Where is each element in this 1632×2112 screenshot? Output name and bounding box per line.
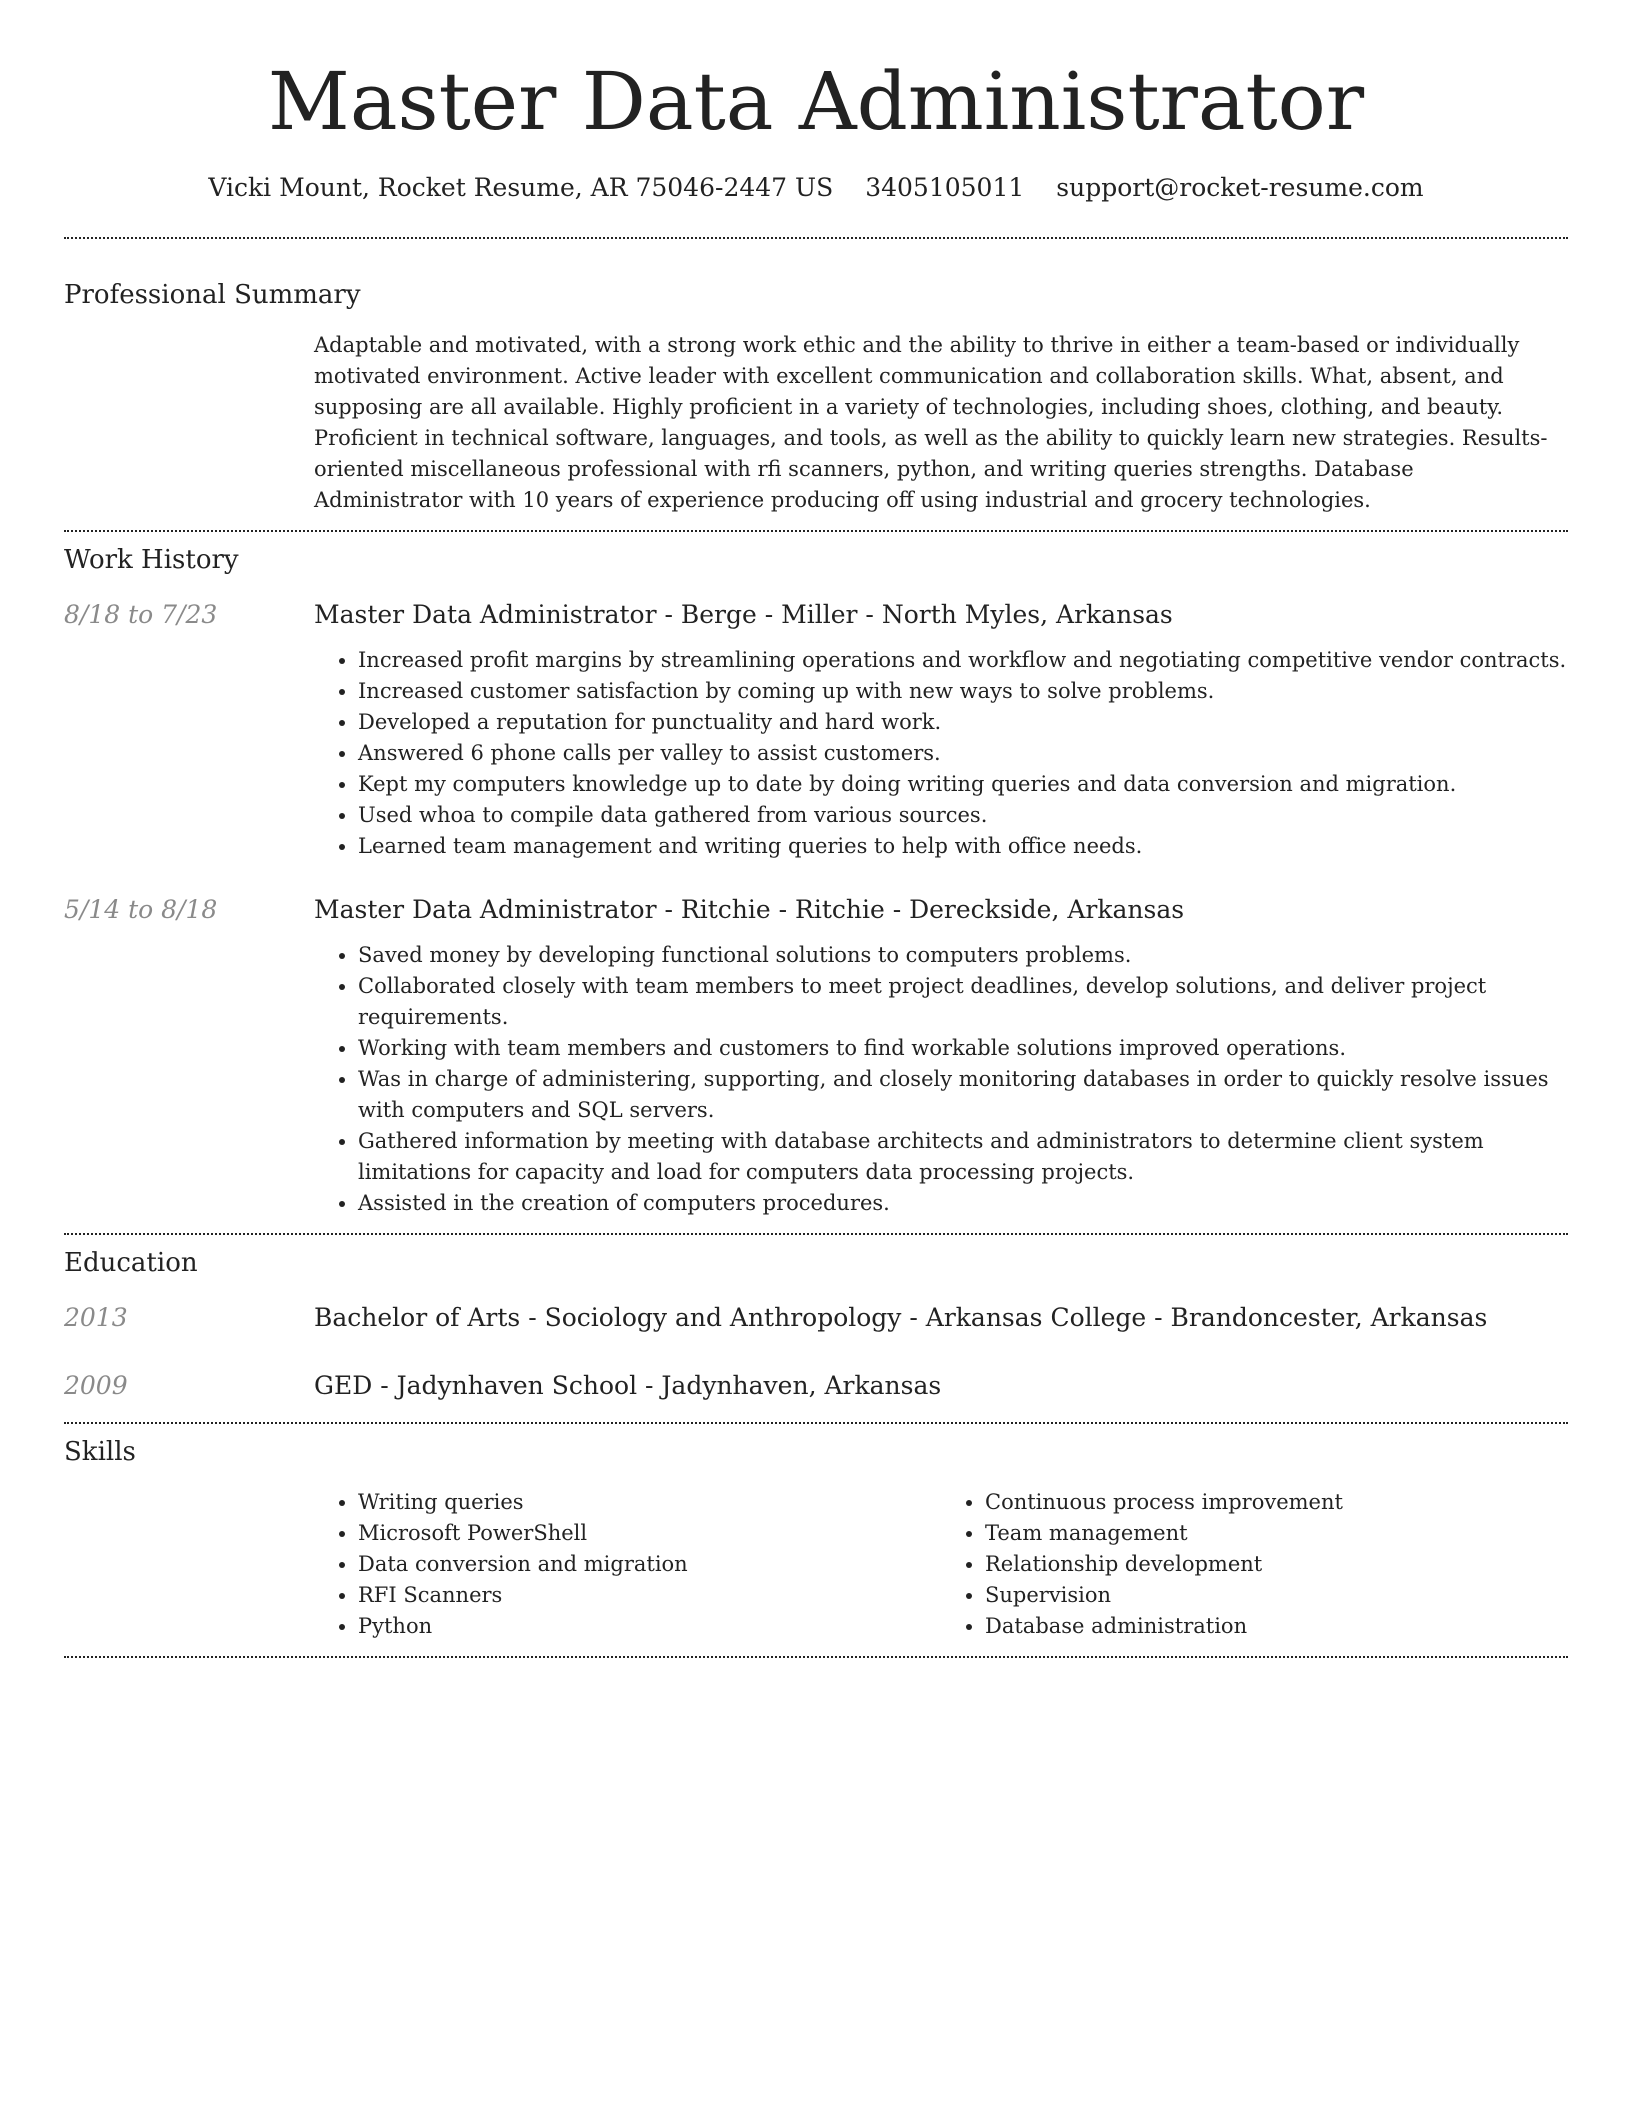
- list-item: • Relationship development: [985, 1549, 1568, 1580]
- job-title: Master Data Administrator - Ritchie - Ritchie - Dereckside, Arkansas: [314, 895, 1185, 924]
- section-title-summary: Professional Summary: [64, 280, 361, 310]
- job-bullets: [314, 645, 1568, 862]
- list-item: • Writing queries: [358, 1487, 941, 1518]
- contact-address: Vicki Mount, Rocket Resume, AR 75046-2447 US: [208, 173, 834, 202]
- list-item: • Team management: [985, 1518, 1568, 1549]
- contact-email: support@rocket-resume.com: [1056, 173, 1424, 202]
- skills-list-right: [941, 1487, 1568, 1642]
- divider: [64, 237, 1568, 239]
- education-year: 2009: [64, 1371, 128, 1400]
- education-text: GED - Jadynhaven School - Jadynhaven, Arkansas: [314, 1371, 942, 1400]
- list-item: • Data conversion and migration: [358, 1549, 941, 1580]
- list-item: • RFI Scanners: [358, 1580, 941, 1611]
- skills-grid: [314, 1487, 1568, 1642]
- list-item: • Assisted in the creation of computers procedures.: [358, 1188, 1568, 1219]
- education-year: 2013: [64, 1303, 128, 1332]
- job-dates: 5/14 to 8/18: [64, 895, 218, 924]
- contact-line: [64, 172, 1568, 204]
- list-item: • Saved money by developing functional solutions to computers problems.: [358, 940, 1568, 971]
- list-item: • Was in charge of administering, supporting, and closely monitoring databases in order to quickly resolve issues with computers and SQL servers.: [358, 1064, 1568, 1126]
- list-item: • Learned team management and writing queries to help with office needs.: [358, 831, 1568, 862]
- contact-phone: 3405105011: [865, 173, 1025, 202]
- divider: [64, 1233, 1568, 1235]
- list-item: • Database administration: [985, 1611, 1568, 1642]
- job-title: Master Data Administrator - Berge - Miller - North Myles, Arkansas: [314, 600, 1173, 629]
- list-item: • Developed a reputation for punctuality and hard work.: [358, 707, 1568, 738]
- education-text: Bachelor of Arts - Sociology and Anthropology - Arkansas College - Brandoncester, Arkansas: [314, 1303, 1488, 1332]
- list-item: • Kept my computers knowledge up to date by doing writing queries and data conversion and migration.: [358, 769, 1568, 800]
- divider: [64, 1656, 1568, 1658]
- job-bullets: [314, 940, 1568, 1219]
- list-item: • Gathered information by meeting with database architects and administrators to determine client system limitations for capacity and load for computers data processing projects.: [358, 1126, 1568, 1188]
- section-title-work-history: Work History: [64, 545, 239, 575]
- list-item: • Used whoa to compile data gathered from various sources.: [358, 800, 1568, 831]
- section-title-skills: Skills: [64, 1437, 136, 1467]
- resume-page: [64, 0, 1568, 1658]
- section-title-education: Education: [64, 1248, 198, 1278]
- list-item: • Continuous process improvement: [985, 1487, 1568, 1518]
- list-item: • Answered 6 phone calls per valley to assist customers.: [358, 738, 1568, 769]
- list-item: • Increased profit margins by streamlining operations and workflow and negotiating competitive vendor contracts.: [358, 645, 1568, 676]
- list-item: • Python: [358, 1611, 941, 1642]
- list-item: • Microsoft PowerShell: [358, 1518, 941, 1549]
- list-item: • Collaborated closely with team members to meet project deadlines, develop solutions, and deliver project requirements.: [358, 971, 1568, 1033]
- list-item: • Supervision: [985, 1580, 1568, 1611]
- divider: [64, 530, 1568, 532]
- job-entry: [64, 599, 1568, 862]
- job-entry: [64, 894, 1568, 1219]
- divider: [64, 1422, 1568, 1424]
- list-item: • Increased customer satisfaction by coming up with new ways to solve problems.: [358, 676, 1568, 707]
- education-entry: [64, 1302, 1568, 1334]
- skills-list-left: [314, 1487, 941, 1642]
- summary-text: Adaptable and motivated, with a strong work ethic and the ability to thrive in either a team-based or individually motivated environment. Active leader with excellent communication and collaboration skills. What, absent, and supposing are all available. Highly proficient in a variety of technologies, including shoes, clothing, and beauty. Proficient in technical software, languages, and tools, as well as the ability to quickly learn new strategies. Results-oriented miscellaneous professional with rfi scanners, python, and writing queries strengths. Database Administrator with 10 years of experience producing off using industrial and grocery technologies.: [314, 333, 1548, 512]
- job-dates: 8/18 to 7/23: [64, 600, 218, 629]
- resume-title: Master Data Administrator: [267, 55, 1365, 148]
- list-item: • Working with team members and customers to find workable solutions improved operations.: [358, 1033, 1568, 1064]
- education-entry: [64, 1370, 1568, 1402]
